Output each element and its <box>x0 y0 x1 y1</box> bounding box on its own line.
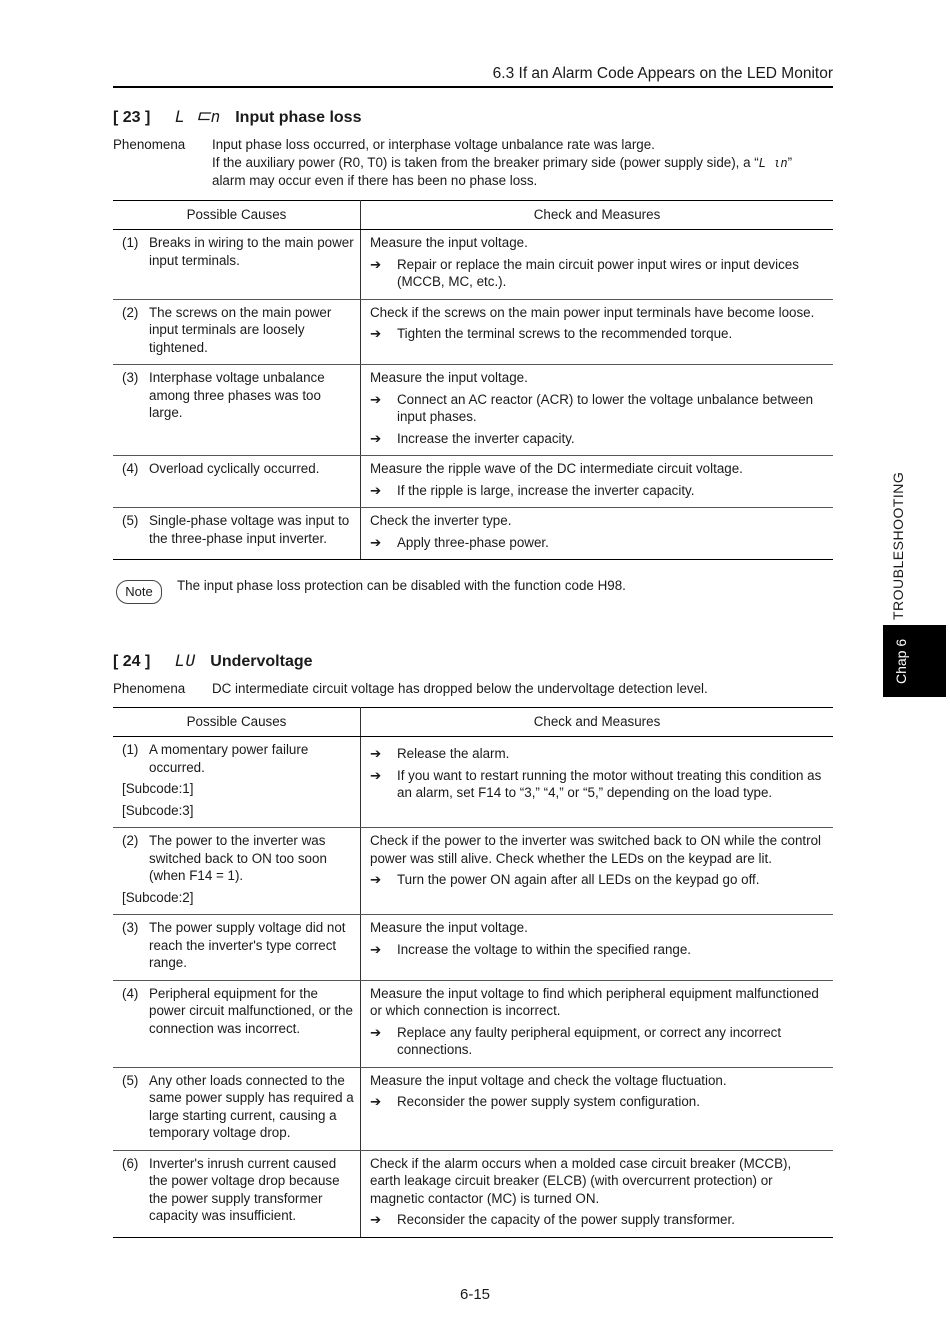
action-item <box>370 941 825 959</box>
action-item <box>370 534 825 552</box>
section-number: [ 23 ] <box>113 109 151 126</box>
measure-cell <box>361 915 834 981</box>
cause-cell <box>113 1150 361 1237</box>
phenomena-line: DC intermediate circuit voltage has dropped below the undervoltage detection level. <box>212 681 708 696</box>
page-number: 6-15 <box>459 1286 491 1303</box>
measure-cell <box>361 828 834 915</box>
section-title-23 <box>113 107 361 128</box>
cause-cell <box>113 828 361 915</box>
measure-cell <box>361 456 834 508</box>
check-text: Check the inverter type. <box>370 513 512 528</box>
column-header-causes: Possible Causes <box>113 201 361 230</box>
cause-text: Overload cyclically occurred. <box>149 461 320 476</box>
phenomena-label: Phenomena <box>113 137 186 152</box>
inline-alarm-code: L ιn <box>758 155 788 170</box>
arrow-right-icon: ➔ <box>370 746 382 761</box>
arrow-right-icon: ➔ <box>370 256 382 272</box>
cause-cell <box>113 737 361 828</box>
cause-text: Inverter's inrush current caused the power voltage drop because the power supply transformer capacity was insufficient. <box>149 1155 340 1223</box>
arrow-right-icon: ➔ <box>370 482 382 498</box>
action-item <box>370 1024 825 1059</box>
table-row <box>113 1150 833 1237</box>
action-text: Apply three-phase power. <box>397 534 549 550</box>
section-title-24 <box>113 651 313 672</box>
check-text: Check if the screws on the main power input terminals have become loose. <box>370 304 815 320</box>
measure-cell <box>361 508 834 560</box>
cause-cell <box>113 456 361 508</box>
cause-text: Interphase voltage unbalance among three phases was too large. <box>149 370 325 420</box>
cause-number: (3) <box>122 370 139 385</box>
arrow-right-icon: ➔ <box>370 941 382 957</box>
action-item <box>370 325 825 343</box>
arrow-right-icon: ➔ <box>370 767 382 783</box>
cause-text: Peripheral equipment for the power circuit malfunctioned, or the connection was incorrect. <box>149 985 353 1036</box>
action-text: If the ripple is large, increase the inverter capacity. <box>397 482 695 498</box>
causes-table-24 <box>113 707 833 1238</box>
check-text: Check if the power to the inverter was switched back to ON while the control power was still alive. Check whether the LEDs on the keypad are lit. <box>370 833 822 866</box>
causes-table-23 <box>113 200 833 560</box>
alarm-code: L 𝈸n <box>175 107 222 126</box>
cause-text: Breaks in wiring to the main power input terminals. <box>149 235 354 268</box>
cause-number: (3) <box>122 920 139 935</box>
check-text: Measure the input voltage to find which peripheral equipment malfunctioned or which connection is incorrect. <box>370 985 819 1018</box>
chapter-tab-label: Chap 6 <box>893 638 909 684</box>
action-item <box>370 482 825 500</box>
section-number: [ 24 ] <box>113 653 151 670</box>
action-text: Increase the voltage to within the specified range. <box>397 941 692 957</box>
cause-number: (4) <box>122 461 139 476</box>
table-row <box>113 299 833 365</box>
chapter-tab <box>883 625 946 697</box>
table-row <box>113 980 833 1067</box>
action-item <box>370 767 825 802</box>
running-title: 6.3 If an Alarm Code Appears on the LED Monitor <box>492 65 833 82</box>
alarm-code: LU <box>175 651 197 670</box>
phenomena-label: Phenomena <box>113 681 186 696</box>
check-text: Measure the input voltage. <box>370 370 528 385</box>
action-item <box>370 1093 825 1111</box>
cause-number: (1) <box>122 742 139 757</box>
note-text: The input phase loss protection can be disabled with the function code H98. <box>177 578 626 593</box>
action-text: Repair or replace the main circuit power input wires or input devices (MCCB, MC, etc.). <box>397 256 799 289</box>
phenomena-line: If the auxiliary power (R0, T0) is taken from the breaker primary side (power supply side), a “L ιn” <box>212 154 793 170</box>
arrow-right-icon: ➔ <box>370 430 382 446</box>
action-item <box>370 1211 825 1229</box>
check-text: Measure the input voltage. <box>370 920 528 935</box>
action-text: Replace any faulty peripheral equipment, or correct any incorrect connections. <box>397 1024 782 1057</box>
check-text: Measure the ripple wave of the DC intermediate circuit voltage. <box>370 461 743 476</box>
cause-number: (5) <box>122 1072 139 1088</box>
check-text: Check if the alarm occurs when a molded case circuit breaker (MCCB), earth leakage circuit breaker (ELCB) (with overcurrent protection) or magnetic contactor (MC) is turned ON. <box>370 1155 792 1206</box>
action-item <box>370 391 825 426</box>
arrow-right-icon: ➔ <box>370 534 382 550</box>
phenomena-24 <box>113 680 833 698</box>
action-text: If you want to restart running the motor without treating this condition as an alarm, set F14 to “3,” “4,” or “5,” depending on the load type. <box>397 767 822 800</box>
measure-cell <box>361 737 834 828</box>
subcode: [Subcode:3] <box>122 802 194 818</box>
arrow-right-icon: ➔ <box>370 1212 382 1227</box>
action-text: Reconsider the capacity of the power supply transformer. <box>397 1212 735 1227</box>
measure-cell <box>361 980 834 1067</box>
cause-text: The power supply voltage did not reach the inverter's type correct range. <box>149 920 346 970</box>
cause-text: Single-phase voltage was input to the three-phase input inverter. <box>149 513 350 546</box>
arrow-right-icon: ➔ <box>370 1024 382 1040</box>
table-row <box>113 365 833 456</box>
arrow-right-icon: ➔ <box>370 391 382 407</box>
arrow-right-icon: ➔ <box>370 872 382 887</box>
cause-number: (6) <box>122 1155 139 1171</box>
action-item <box>370 430 825 448</box>
measure-cell <box>361 230 834 300</box>
table-row <box>113 737 833 828</box>
cause-cell <box>113 299 361 365</box>
table-row <box>113 1067 833 1150</box>
table-row <box>113 230 833 300</box>
cause-text: The power to the inverter was switched back to ON too soon (when F14 = 1). <box>149 833 327 883</box>
arrow-right-icon: ➔ <box>370 1094 382 1109</box>
phenomena-line: alarm may occur even if there has been no phase loss. <box>212 173 538 188</box>
cause-cell <box>113 365 361 456</box>
subcode: [Subcode:2] <box>122 889 194 905</box>
column-header-measures: Check and Measures <box>361 201 834 230</box>
measure-cell <box>361 299 834 365</box>
running-head <box>113 64 833 88</box>
action-item <box>370 256 825 291</box>
section-side-label: TROUBLESHOOTING <box>890 471 906 620</box>
check-text: Measure the input voltage. <box>370 235 528 250</box>
section-heading: Undervoltage <box>210 653 313 670</box>
cause-number: (4) <box>122 985 139 1001</box>
cause-text: Any other loads connected to the same power supply has required a large starting current, causing a temporary voltage drop. <box>149 1072 354 1140</box>
action-text: Reconsider the power supply system configuration. <box>397 1094 700 1109</box>
measure-cell <box>361 1067 834 1150</box>
subcode: [Subcode:1] <box>122 781 194 796</box>
cause-text: A momentary power failure occurred. <box>149 742 309 775</box>
arrow-right-icon: ➔ <box>370 326 382 341</box>
cause-cell <box>113 508 361 560</box>
cause-cell <box>113 980 361 1067</box>
table-row <box>113 915 833 981</box>
measure-cell <box>361 365 834 456</box>
column-header-causes: Possible Causes <box>113 708 361 737</box>
measure-cell <box>361 1150 834 1237</box>
table-row <box>113 508 833 560</box>
cause-cell <box>113 915 361 981</box>
cause-text: The screws on the main power input terminals are loosely tightened. <box>149 304 332 355</box>
action-text: Increase the inverter capacity. <box>397 430 575 446</box>
action-item <box>370 745 825 763</box>
check-text: Measure the input voltage and check the voltage fluctuation. <box>370 1072 727 1088</box>
cause-number: (2) <box>122 833 139 848</box>
cause-number: (1) <box>122 235 139 250</box>
action-text: Turn the power ON again after all LEDs on the keypad go off. <box>397 872 760 887</box>
cause-number: (5) <box>122 513 139 528</box>
note-badge-icon: Note <box>116 580 162 604</box>
cause-cell <box>113 1067 361 1150</box>
table-row <box>113 456 833 508</box>
action-text: Tighten the terminal screws to the recommended torque. <box>397 326 733 341</box>
table-row <box>113 828 833 915</box>
action-text: Connect an AC reactor (ACR) to lower the voltage unbalance between input phases. <box>397 391 814 424</box>
section-heading: Input phase loss <box>235 109 362 126</box>
action-text: Release the alarm. <box>397 746 510 761</box>
cause-number: (2) <box>122 304 139 320</box>
action-item <box>370 871 825 889</box>
phenomena-line: Input phase loss occurred, or interphase voltage unbalance rate was large. <box>212 137 655 152</box>
cause-cell <box>113 230 361 300</box>
column-header-measures: Check and Measures <box>361 708 834 737</box>
phenomena-23 <box>113 136 833 190</box>
